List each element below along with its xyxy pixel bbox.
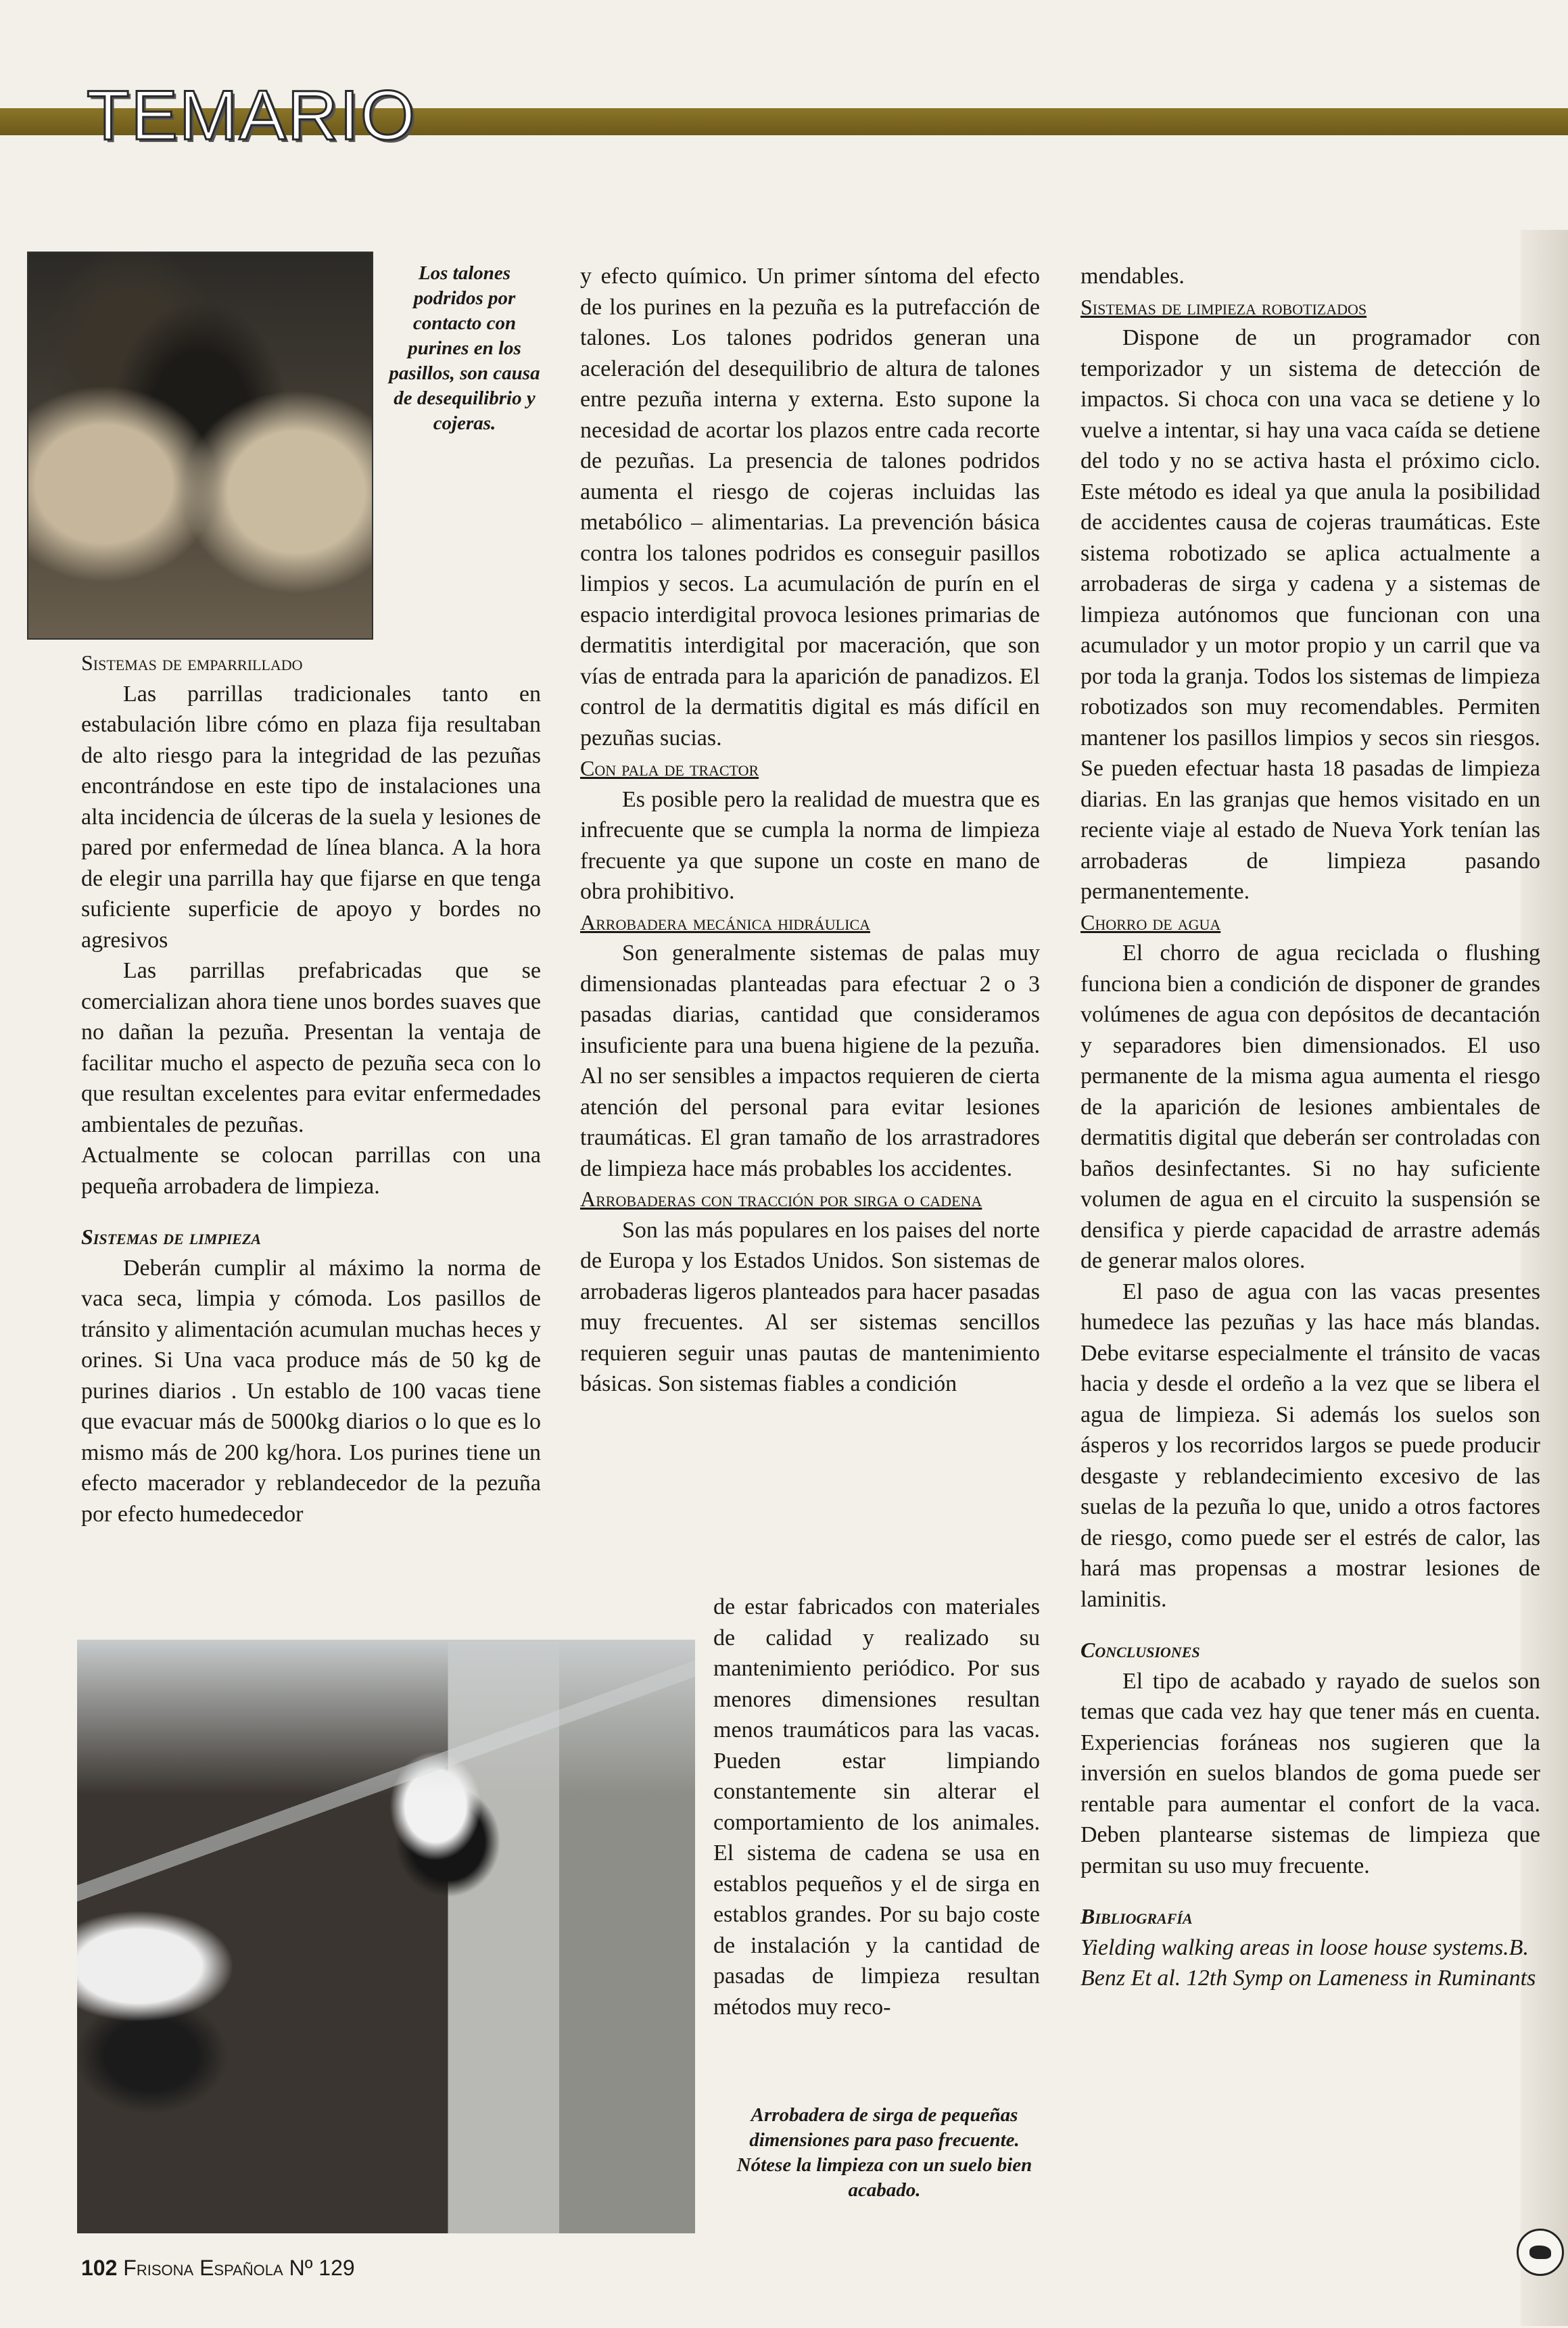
paragraph: mendables. [1080, 264, 1185, 289]
paragraph: Las parrillas tradicionales tanto en estabulación libre cómo en plaza fija resultaban de alto riesgo para la integridad de las pezuñas encontrándose en este tipo de instalaciones una alta incidencia de úlceras de la suela y lesiones de pared por enfermedad de línea blanca. A la hora de elegir una parrilla hay que fijarse en que tenga suficiente superficie de apoyo y bordes no agresivos [81, 681, 541, 953]
heading-pala-tractor: Con pala de tractor [580, 756, 759, 780]
heading-robotizados: Sistemas de limpieza robotizados [1080, 294, 1367, 319]
heading-chorro-agua: Chorro de agua [1080, 909, 1221, 934]
heading-bibliografia: Bibliografía [1080, 1904, 1193, 1928]
page-number: 102 [81, 2256, 118, 2280]
cows-photo [77, 1640, 695, 2233]
heading-conclusiones: Conclusiones [1080, 1638, 1200, 1662]
paragraph: Deberán cumplir al máximo la norma de vaca seca, limpia y cómoda. Los pasillos de tránsito y alimentación acumulan muchas heces y orines. Si Una vaca produce más de 50 kg de purines diarios . Un establo de 100 vacas tiene que evacuar más de 5000kg diarios o lo que es lo mismo más de 200 kg/hora. Los purines tiene un efecto macerador y reblandecedor de la pezuña por efecto humedecedor [81, 1255, 541, 1527]
paragraph: El tipo de acabado y rayado de suelos son temas que cada vez hay que tener más en cuenta. Experiencias foráneas nos sugieren que la inversión en suelos blandos de goma puede ser rentable para aumentar el confort de la vaca. Deben plantearse sistemas de limpieza que permitan su uso muy frecuente. [1080, 1668, 1540, 1878]
paragraph: El chorro de agua reciclada o flushing funciona bien a condición de disponer de grandes volúmenes de agua con depósitos de decantación y separadores bien dimensionados. El uso permanente de la misma agua aumenta el riesgo de la aparición de lesiones ambientales de dermatitis digital que deberán ser controladas con baños desinfectantes. Si no hay suficiente volumen de agua en el circuito la suspensión se densifica y pierde capacidad de arrastre además de generar malos olores. [1080, 941, 1540, 1273]
paragraph: Las parrillas prefabricadas que se comercializan ahora tiene unos bordes suaves que no dañan la pezuña. Presentan la ventaja de facilitar mucho el aspecto de pezuña seca con lo que resultan excelentes para evitar enfermedades ambientales de pezuñas. [81, 958, 541, 1137]
paragraph: y efecto químico. Un primer síntoma del efecto de los purines en la pezuña es la putrefacción de talones. Los talones podridos generan una aceleración del desequilibrio de altura de talones entre pezuña interna y externa. Esto supone la necesidad de acortar los plazos entre cada recorte de pezuñas. La presencia de talones podridos aumenta el riesgo de cojeras incluidas las metabólico – alimentarias. La prevención básica contra los talones podridos es conseguir pasillos limpios y secos. La acumulación de purín en el espacio interdigital provoca lesiones primarias de dermatitis interdigital por maceración, que son vías de entrada para la aparición de panadizos. El control de la dermatitis digital es más difícil en pezuñas sucias. [580, 264, 1040, 751]
heading-limpieza: Sistemas de limpieza [81, 1225, 262, 1249]
paragraph: Son generalmente sistemas de palas muy dimensionadas planteadas para efectuar 2 o 3 pasadas diarias, cantidad que consideramos insuficiente para una buena higiene de la pezuña. Al no ser sensibles a impactos requieren de cierta atención del personal para evitar lesiones traumáticas. El gran tamaño de los arrastradores de limpieza hace más probables los accidentes. [580, 941, 1040, 1181]
paragraph: Dispone de un programador con temporizador y un sistema de detección de impactos. Si choca con una vaca se detiene y lo vuelve a intentar, si hay una vaca caída se detiene del todo y no se activa hasta el próximo ciclo. Este método es ideal ya que anula la posibilidad de accidentes causa de cojeras traumáticas. Este sistema robotizado se aplica actualmente a arrobaderas de sirga y cadena y a sistemas de limpieza autónomos que funcionan con una acumulador y un motor propio y un carril que va por toda la granja. Todos los sistemas de limpieza robotizados son muy recomendables. Permiten mantener los pasillos limpios y secos sin riesgos. Se pueden efectuar hasta 18 pasadas de limpieza diarias. En las granjas que hemos visitado en un reciente viaje al estado de Nueva York tenían las arrobaderas de limpieza pasando permanentemente. [1080, 325, 1540, 904]
column-2-continued [713, 1592, 1040, 2022]
column-1 [81, 648, 541, 1529]
heading-sirga-cadena: Arrobaderas con tracción por sirga o cadena [580, 1187, 982, 1211]
hoof-photo [27, 252, 373, 640]
bibliography-entry: Yielding walking areas in loose house systems.B. Benz Et al. 12th Symp on Lameness in Ruminants [1080, 1934, 1536, 1991]
cows-photo-caption: Arrobadera de sirga de pequeñas dimensiones para paso frecuente. Nótese la limpieza con un suelo bien acabado. [736, 2104, 1032, 2201]
magazine-logo-icon [1517, 2229, 1564, 2276]
column-2 [580, 261, 1040, 1400]
issue-number: Nº 129 [289, 2256, 355, 2280]
heading-arrobadera-hidraulica: Arrobadera mecánica hidráulica [580, 909, 871, 934]
paragraph: Son las más populares en los paises del norte de Europa y los Estados Unidos. Son sistemas de arrobaderas ligeros planteados para hacer pasadas muy frecuentes. Al ser sistemas sencillos requieren seguir unas pautas de mantenimiento básicas. Son sistemas fiables a condición [580, 1217, 1040, 1396]
hoof-photo-caption: Los talones podridos por contacto con purines en los pasillos, son causa de desequilibrio y cojeras. [389, 262, 540, 434]
page-footer [81, 2256, 355, 2281]
column-3 [1080, 261, 1540, 1994]
paragraph: de estar fabricados con materiales de calidad y realizado su mantenimiento periódico. Por sus menores dimensiones resultan menos traumáticos para las vacas. Pueden estar limpiando constantemente sin alterar el comportamiento de los animales. El sistema de cadena se usa en establos pequeños y el de sirga en establos grandes. Por su bajo coste de instalación y la cantidad de pasadas de limpieza resultan métodos muy reco- [713, 1594, 1040, 2020]
section-title: TEMARIO [87, 76, 417, 155]
heading-emparrillado: Sistemas de emparrillado [81, 650, 303, 675]
paragraph: Es posible pero la realidad de muestra que es infrecuente que se cumpla la norma de limpieza frecuente ya que supone un coste en mano de obra prohibitivo. [580, 786, 1040, 904]
paragraph: Actualmente se colocan parrillas con una pequeña arrobadera de limpieza. [81, 1143, 541, 1199]
paragraph: El paso de agua con las vacas presentes humedece las pezuñas y las hace más blandas. Debe evitarse especialmente el tránsito de vacas hacia y desde el ordeño a la vez que se libera el agua de limpieza. Si además los suelos son ásperos y los recorridos largos se puede producir desgaste y reblandecimiento excesivo de las suelas de la pezuña lo que, unido a otros factores de riesgo, como puede ser el estrés de calor, las hará mas propensas a mostrar lesiones de laminitis. [1080, 1279, 1540, 1612]
magazine-name: Frisona Española [123, 2256, 283, 2280]
